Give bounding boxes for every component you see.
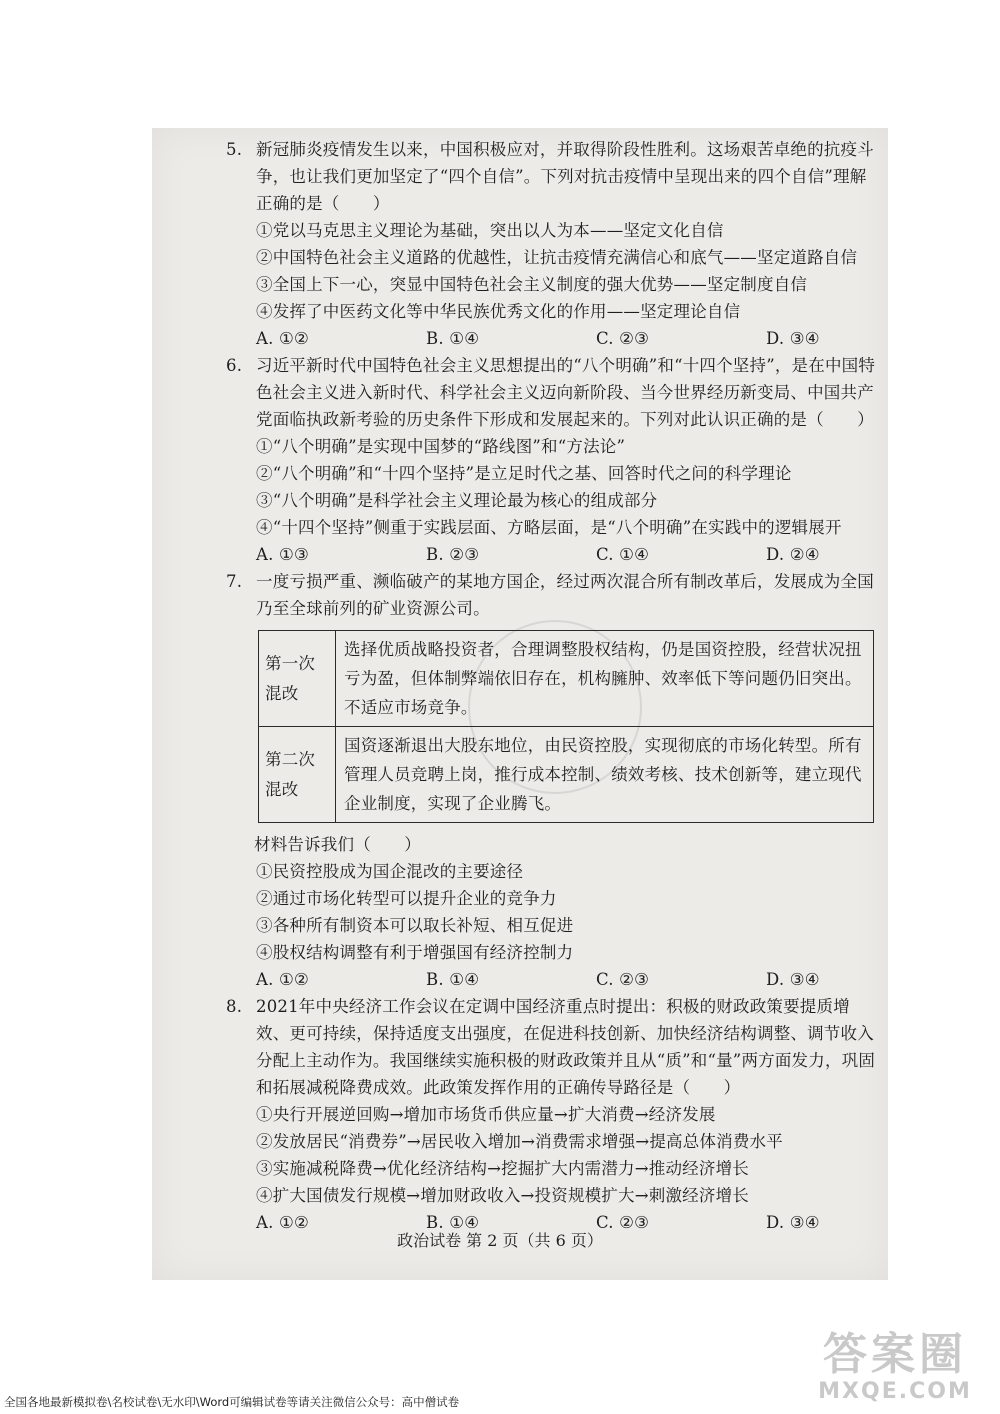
option-2: ②中国特色社会主义道路的优越性，让抗击疫情充满信心和底气——坚定道路自信 [256, 248, 858, 267]
answer-c: C. ②③ [596, 329, 650, 348]
question-number: 7. [226, 572, 243, 591]
option-2: ②发放居民“消费券”→居民收入增加→消费需求增强→提高总体消费水平 [256, 1132, 783, 1151]
option-3: ③全国上下一心，突显中国特色社会主义制度的强大优势——坚定制度自信 [256, 275, 808, 294]
option-1: ①央行开展逆回购→增加市场货币供应量→扩大消费→经济发展 [256, 1105, 716, 1124]
answer-c: C. ①④ [596, 545, 650, 564]
question-number: 8. [226, 997, 243, 1016]
answer-a: A. ①② [256, 1213, 309, 1232]
option-4: ④“十四个坚持”侧重于实践层面、方略层面，是“八个明确”在实践中的逻辑展开 [256, 518, 842, 537]
answer-b: B. ①④ [426, 970, 480, 989]
table-row [259, 727, 874, 823]
answer-b: B. ①④ [426, 1213, 480, 1232]
answer-c: C. ②③ [596, 1213, 650, 1232]
answer-a: A. ①③ [256, 545, 309, 564]
question-5 [226, 136, 876, 352]
question-intro: 材料告诉我们（ ） [254, 835, 421, 854]
option-4: ④股权结构调整有利于增强国有经济控制力 [256, 943, 574, 962]
option-4: ④扩大国债发行规模→增加财政收入→投资规模扩大→刺激经济增长 [256, 1186, 749, 1205]
answer-b: B. ②③ [426, 545, 480, 564]
answer-b: B. ①④ [426, 329, 480, 348]
question-stem: 习近平新时代中国特色社会主义思想提出的“八个明确”和“十四个坚持”，是在中国特色社会主义进入新时代、科学社会主义迈向新阶段、当今世界经历新变局、中国共产党面临执政新考验的历史条件下形成和发展起来的。下列对此认识正确的是（ ） [256, 356, 876, 429]
option-1: ①“八个明确”是实现中国梦的“路线图”和“方法论” [256, 437, 626, 456]
table-row-label: 第一次混改 [259, 631, 336, 727]
question-stem: 一度亏损严重、濒临破产的某地方国企，经过两次混合所有制改革后，发展成为全国乃至全球前列的矿业资源公司。 [256, 572, 874, 618]
option-2: ②“八个明确”和“十四个坚持”是立足时代之基、回答时代之问的科学理论 [256, 464, 792, 483]
option-3: ③各种所有制资本可以取长补短、相互促进 [256, 916, 574, 935]
option-4: ④发挥了中医药文化等中华民族优秀文化的作用——坚定理论自信 [256, 302, 741, 321]
answer-a: A. ①② [256, 970, 309, 989]
question-number: 6. [226, 356, 243, 375]
question-number: 5. [226, 140, 243, 159]
question-7 [226, 568, 876, 993]
reform-table [258, 630, 874, 823]
question-6 [226, 352, 876, 568]
table-row [259, 631, 874, 727]
answer-choices [256, 325, 876, 352]
table-row-label: 第二次混改 [259, 727, 336, 823]
answer-choices [256, 966, 876, 993]
answer-a: A. ①② [256, 329, 309, 348]
answer-d: D. ③④ [766, 329, 820, 348]
option-3: ③实施减税降费→优化经济结构→挖掘扩大内需潜力→推动经济增长 [256, 1159, 749, 1178]
question-stem: 2021年中央经济工作会议在定调中国经济重点时提出：积极的财政政策要提质增效、更可持续，保持适度支出强度，在促进科技创新、加快经济结构调整、调节收入分配上主动作为。我国继续实施积极的财政政策并且从“质”和“量”两方面发力，巩固和拓展减税降费成效。此政策发挥作用的正确传导路径是（ ） [256, 997, 876, 1097]
logo-domain: MXQE.COM [818, 1379, 972, 1404]
site-logo [800, 1330, 990, 1410]
option-1: ①党以马克思主义理论为基础，突出以人为本——坚定文化自信 [256, 221, 724, 240]
question-8 [226, 993, 876, 1236]
table-row-text: 选择优质战略投资者，合理调整股权结构，仍是国资控股，经营状况扭亏为盈，但体制弊端依旧存在，机构臃肿、效率低下等问题仍旧突出。不适应市场竞争。 [336, 631, 874, 727]
option-3: ③“八个明确”是科学社会主义理论最为核心的组成部分 [256, 491, 658, 510]
option-1: ①民资控股成为国企混改的主要途径 [256, 862, 524, 881]
answer-d: D. ③④ [766, 970, 820, 989]
logo-title: 答案圈 [823, 1329, 967, 1380]
answer-c: C. ②③ [596, 970, 650, 989]
question-stem: 新冠肺炎疫情发生以来，中国积极应对，并取得阶段性胜利。这场艰苦卓绝的抗疫斗争，也让我们更加坚定了“四个自信”。下列对抗击疫情中呈现出来的四个自信”理解正确的是（ ） [256, 140, 874, 213]
answer-d: D. ③④ [766, 1213, 820, 1232]
source-note: 全国各地最新模拟卷\名校试卷\无水印\Word可编辑试卷等请关注微信公众号：高中僧试卷 [4, 1395, 460, 1409]
exam-content [226, 136, 876, 1236]
page-footer: 政治试卷 第 2 页（共 6 页） [397, 1231, 603, 1250]
option-2: ②通过市场化转型可以提升企业的竞争力 [256, 889, 557, 908]
answer-d: D. ②④ [766, 545, 820, 564]
table-row-text: 国资逐渐退出大股东地位，由民资控股，实现彻底的市场化转型。所有管理人员竞聘上岗，推行成本控制、绩效考核、技术创新等，建立现代企业制度，实现了企业腾飞。 [336, 727, 874, 823]
answer-choices [256, 541, 876, 568]
